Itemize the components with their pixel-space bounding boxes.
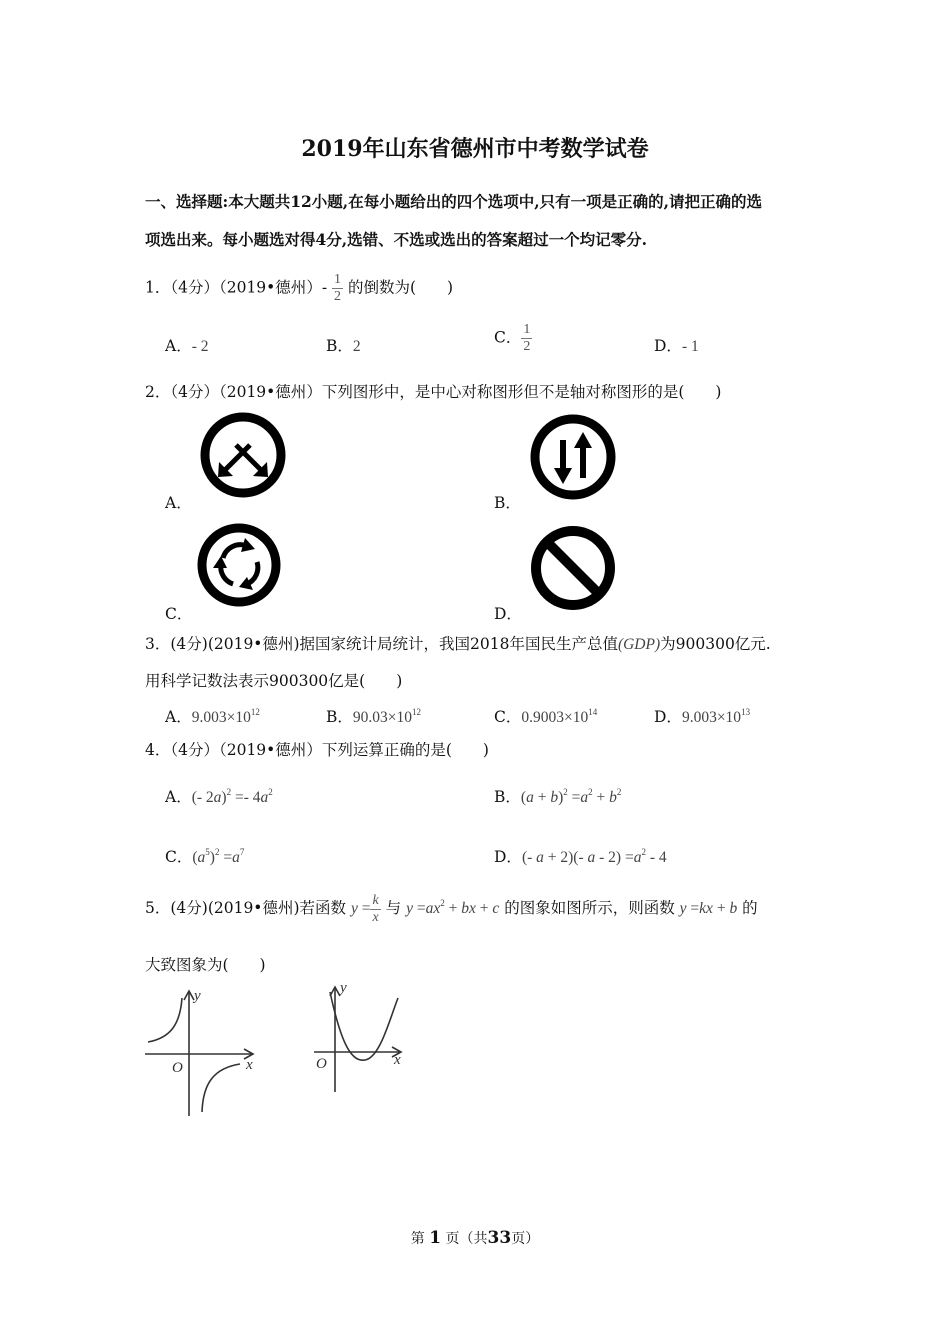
q2-figure-d-prohibition-icon	[526, 522, 620, 614]
q5-graph1-origin-label: O	[172, 1060, 183, 1076]
question-3-text-a: 3．(4分)(2019•德州)据国家统计局统计，我国2018年国民生产总值	[145, 635, 618, 653]
q4-option-d-label: D．	[494, 848, 522, 866]
question-1-stem	[145, 272, 453, 305]
question-4-stem: 4．（4分）（2019•德州）下列运算正确的是( )	[145, 741, 489, 759]
footer-total-pages: 33	[487, 1228, 512, 1248]
question-5-suffix: 的	[742, 899, 758, 918]
page-footer	[0, 1228, 950, 1248]
question-1-fraction	[332, 272, 343, 305]
q2-figure-c-roundabout-icon	[195, 522, 285, 608]
q5-graph2-y-label: y	[340, 980, 347, 996]
q1-option-b-label: B．	[326, 337, 353, 355]
question-5-stem-line2: 大致图象为( )	[145, 956, 266, 974]
question-5-func1: y = $\frac{k}{x}$	[350, 893, 379, 925]
q3-option-b-base: 90.03×10	[352, 709, 413, 726]
q4-option-c-formula: $(a^5)^2 =a^7$	[192, 847, 245, 866]
question-3-stem-line1	[145, 632, 771, 654]
q3-option-b[interactable]	[326, 705, 421, 727]
q1-option-a-value: - 2	[191, 338, 209, 355]
q4-option-d-formula: (- a + 2)(- $a - 2) =a^2 - 4$	[521, 847, 667, 866]
question-5-func2: $y =ax^2$ + bx + c	[406, 898, 500, 918]
q1-option-c[interactable]	[494, 322, 532, 355]
footer-page-number: 1	[429, 1228, 442, 1248]
q4-option-a[interactable]	[165, 785, 273, 807]
question-3-text-b: 为900300亿元.	[660, 635, 771, 653]
q1-option-b[interactable]	[326, 334, 361, 356]
question-1-frac-num: 1	[334, 272, 341, 287]
q3-option-c-base: 0.9003×10	[521, 709, 589, 726]
q3-option-a-value	[192, 709, 260, 726]
q3-option-d-exp: 13	[741, 707, 751, 717]
section-instructions-line2: 项选出来。每小题选对得4分,选错、不选或选出的答案超过一个均记零分.	[145, 230, 648, 249]
question-5-prefix: 5．(4分)(2019•德州)若函数	[145, 899, 347, 918]
q2-figure-a-sign-icon	[196, 410, 292, 500]
question-5-mid2: 的图象如图所示，则函数	[504, 899, 675, 918]
q3-option-c-value	[521, 709, 597, 726]
q3-option-a-exp: 12	[250, 707, 260, 717]
question-5-mid: 与	[385, 899, 402, 918]
q1-option-d-value: - 1	[681, 338, 699, 355]
section-instructions-line1: 一、选择题:本大题共12小题,在每小题给出的四个选项中,只有一项是正确的,请把正确的选	[145, 192, 762, 211]
q3-option-c-label: C．	[494, 708, 522, 726]
q5-graph2-origin-label: O	[316, 1056, 327, 1072]
q4-option-d[interactable]	[494, 845, 667, 867]
q3-option-d-value	[682, 709, 750, 726]
question-1-suffix: 的倒数为( )	[347, 278, 454, 297]
q4-option-a-formula: (- $2a)^2 =- 4a^2$	[191, 787, 273, 806]
q3-option-c[interactable]	[494, 705, 597, 727]
q1-option-c-label: C．	[494, 328, 522, 347]
q5-graph2-x-label: x	[394, 1052, 401, 1068]
q1-option-a-label: A．	[165, 337, 192, 355]
q4-option-b[interactable]	[494, 785, 621, 807]
q3-option-d[interactable]	[654, 705, 750, 727]
footer-pre: 第	[410, 1231, 425, 1247]
q2-option-c[interactable]: C．	[165, 605, 193, 623]
q1-option-c-den: 2	[523, 339, 531, 354]
q2-figure-b-sign-icon	[526, 410, 622, 504]
question-1-frac-den: 2	[334, 289, 341, 304]
q3-option-b-exp: 12	[412, 707, 422, 717]
q4-option-a-label: A．	[165, 788, 192, 806]
q3-option-b-value	[353, 709, 421, 726]
question-1-prefix: 1．（4分）（2019•德州）-	[145, 278, 328, 297]
q3-option-b-label: B．	[326, 708, 353, 726]
question-3-gdp: (GDP)	[617, 636, 661, 653]
q1-option-c-num: 1	[523, 322, 531, 337]
q4-option-c[interactable]	[165, 845, 244, 867]
q4-option-b-label: B．	[494, 788, 521, 806]
q4-option-c-label: C．	[165, 848, 193, 866]
q1-option-a[interactable]	[165, 334, 209, 356]
q3-option-d-base: 9.003×10	[681, 709, 742, 726]
q5-graph1-x-label: x	[246, 1057, 253, 1073]
footer-post: 页）	[511, 1231, 540, 1247]
question-5-func3: y =kx + b	[679, 900, 738, 918]
q1-option-c-fraction	[521, 322, 532, 355]
q2-option-d[interactable]: D．	[494, 605, 522, 623]
question-2-stem: 2．（4分）（2019•德州）下列图形中，是中心对称图形但不是轴对称图形的是( )	[145, 383, 722, 401]
q3-option-a[interactable]	[165, 705, 260, 727]
q1-option-b-value: 2	[352, 338, 361, 355]
q3-option-d-label: D．	[654, 708, 682, 726]
q2-option-b[interactable]: B．	[494, 494, 521, 512]
page-title: 2019年山东省德州市中考数学试卷	[301, 136, 649, 162]
q5-graph-parabola	[310, 978, 410, 1098]
q3-option-c-exp: 14	[588, 707, 598, 717]
q5-graph1-y-label: y	[194, 988, 201, 1004]
question-5-stem-line1	[145, 893, 758, 926]
q2-option-a[interactable]: A．	[165, 494, 192, 512]
footer-mid: 页（共	[445, 1231, 488, 1247]
q5-graph-hyperbola	[140, 980, 265, 1120]
q1-option-d-label: D．	[654, 337, 682, 355]
q4-option-b-formula: $(a + b)^2 =a^2 + b^2$	[520, 787, 622, 806]
q1-option-d[interactable]	[654, 334, 699, 356]
q3-option-a-label: A．	[165, 708, 192, 726]
q3-option-a-base: 9.003×10	[191, 709, 251, 726]
question-3-stem-line2: 用科学记数法表示900300亿是( )	[145, 672, 403, 690]
